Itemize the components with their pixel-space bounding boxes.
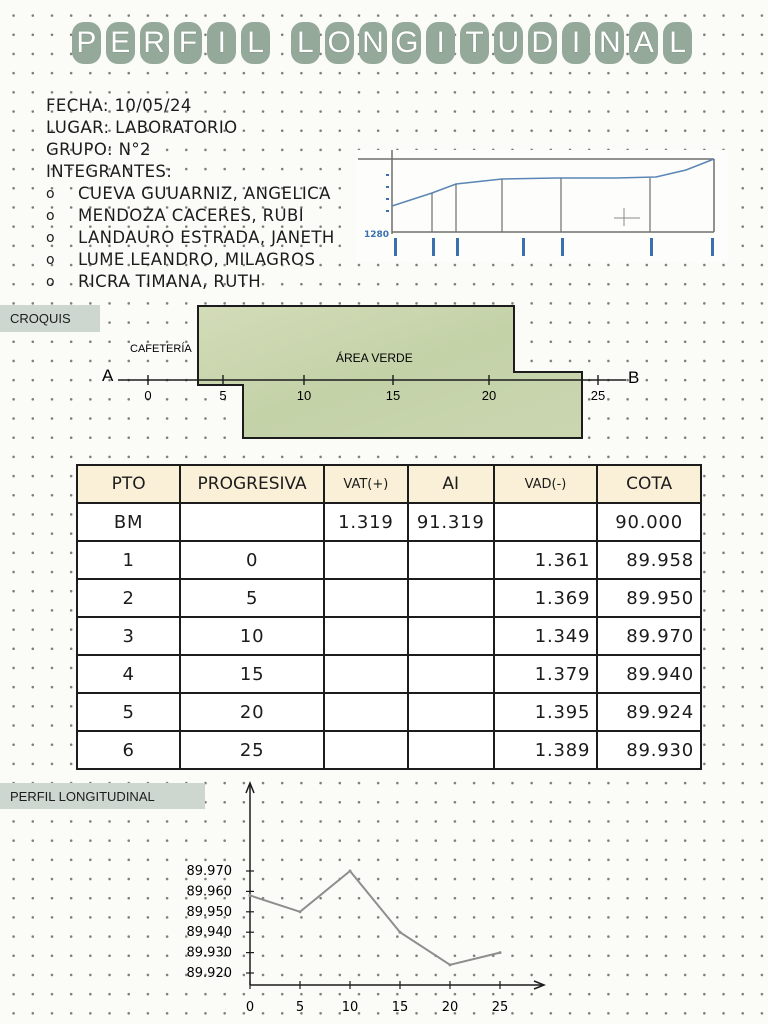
- data-point: [499, 951, 502, 954]
- list-item: [46, 205, 366, 227]
- title-letter: N: [595, 22, 624, 64]
- cell-pto: 4: [77, 655, 180, 693]
- x-tick-label: 5: [295, 1000, 305, 1015]
- date-line: FECHA: 10/05/24: [46, 96, 192, 115]
- bullet-icon: o: [46, 208, 55, 224]
- x-tick-label: 10: [341, 1000, 359, 1015]
- profile-thumbnail-image: [356, 150, 728, 262]
- cell-vat: 1.319: [324, 503, 408, 541]
- cell-vat: [324, 579, 408, 617]
- data-point: [299, 910, 302, 913]
- title-letter: I: [562, 22, 591, 64]
- title-letter: R: [140, 22, 169, 64]
- title-letter: I: [207, 22, 236, 64]
- cell-progresiva: 10: [180, 617, 324, 655]
- croquis-label: CROQUIS: [0, 305, 100, 332]
- header-cota: COTA: [597, 465, 701, 503]
- member-name: LANDAURO ESTRADA, JANETH: [78, 228, 335, 247]
- table-header-row: [77, 465, 701, 503]
- leveling-table: [76, 464, 702, 770]
- title-letter: U: [494, 22, 523, 64]
- x-tick-label: 0: [245, 1000, 255, 1015]
- data-point: [399, 931, 402, 934]
- member-name: RICRA TIMANA, RUTH: [78, 272, 261, 291]
- perfil-label: PERFIL LONGITUDINAL: [0, 783, 205, 809]
- cell-ai: [408, 693, 494, 731]
- green-area-shape: [198, 306, 582, 438]
- title-letter: L: [241, 22, 270, 64]
- members-heading: INTEGRANTES:: [46, 162, 173, 181]
- cell-ai: [408, 541, 494, 579]
- cell-vat: [324, 731, 408, 769]
- cell-ai: [408, 655, 494, 693]
- x-tick-label: 15: [391, 1000, 409, 1015]
- title-letter: F: [174, 22, 203, 64]
- y-tick-label: 89.930: [186, 945, 232, 961]
- cell-pto: 6: [77, 731, 180, 769]
- tick-label: 10: [296, 388, 312, 403]
- area-verde-label: ÁREA VERDE: [336, 351, 413, 365]
- cell-vad: 1.369: [494, 579, 598, 617]
- list-item: [46, 227, 366, 249]
- cell-cota: 89.940: [597, 655, 701, 693]
- table-row: [77, 617, 701, 655]
- y-tick-label: 89.940: [186, 925, 232, 941]
- cell-ai: [408, 731, 494, 769]
- cell-cota: 90.000: [597, 503, 701, 541]
- cell-vad: 1.395: [494, 693, 598, 731]
- title-letter: E: [106, 22, 135, 64]
- table-row: [77, 503, 701, 541]
- header-ai: AI: [408, 465, 494, 503]
- cell-vad: 1.361: [494, 541, 598, 579]
- data-point: [449, 963, 452, 966]
- title-letter: L: [291, 22, 320, 64]
- x-tick-label: 25: [491, 1000, 509, 1015]
- title-letter: D: [528, 22, 557, 64]
- x-tick-label: 20: [441, 1000, 459, 1015]
- tick-label: 20: [481, 388, 497, 403]
- cell-pto: 5: [77, 693, 180, 731]
- point-b-label: B: [628, 368, 640, 387]
- profile-series-line: [250, 871, 500, 965]
- tick-label: 0: [144, 388, 152, 403]
- table-row: [77, 731, 701, 769]
- title-letter: T: [460, 22, 489, 64]
- title-letter: O: [325, 22, 354, 64]
- cell-vat: [324, 617, 408, 655]
- title-letter: G: [392, 22, 421, 64]
- cell-progresiva: 0: [180, 541, 324, 579]
- cell-progresiva: 15: [180, 655, 324, 693]
- member-name: MENDOZA CACERES, RUBI: [78, 206, 304, 225]
- cafeteria-label: CAFETERÍA: [130, 343, 192, 355]
- list-item: [46, 271, 366, 293]
- cell-cota: 89.950: [597, 579, 701, 617]
- title-letter: I: [426, 22, 455, 64]
- tick-label: 5: [219, 388, 227, 403]
- y-tick-label: 89.920: [186, 966, 232, 981]
- cell-pto: 1: [77, 541, 180, 579]
- list-item: [46, 183, 366, 205]
- cell-vat: [324, 693, 408, 731]
- cell-progresiva: [180, 503, 324, 541]
- cell-progresiva: 20: [180, 693, 324, 731]
- bullet-icon: o: [46, 274, 55, 290]
- cell-progresiva: 25: [180, 731, 324, 769]
- header-progresiva: PROGRESIVA: [180, 465, 324, 503]
- croquis-sketch: [96, 300, 656, 450]
- bullet-icon: o: [46, 186, 55, 202]
- cell-ai: 91.319: [408, 503, 494, 541]
- thumbnail-axis-label: 1280: [364, 230, 390, 240]
- header-pto: PTO: [77, 465, 180, 503]
- cell-vad: [494, 503, 598, 541]
- data-point: [249, 894, 252, 897]
- members-list: [46, 183, 366, 293]
- point-a-label: A: [102, 366, 114, 385]
- header-vad: VAD(-): [494, 465, 598, 503]
- cell-cota: 89.958: [597, 541, 701, 579]
- title-letter: P: [72, 22, 101, 64]
- bullet-icon: o: [46, 230, 55, 246]
- cell-pto: 3: [77, 617, 180, 655]
- cell-vad: 1.379: [494, 655, 598, 693]
- profile-chart: [170, 775, 550, 1020]
- cell-vat: [324, 655, 408, 693]
- cell-cota: 89.924: [597, 693, 701, 731]
- cell-cota: 89.970: [597, 617, 701, 655]
- y-tick-label: 89.970: [186, 864, 232, 879]
- info-block: [46, 95, 366, 293]
- data-point: [349, 870, 352, 873]
- y-tick-label: 89.950: [186, 904, 232, 920]
- table-row: [77, 693, 701, 731]
- tick-label: 25: [590, 388, 606, 403]
- member-name: LUME LEANDRO, MILAGROS: [78, 250, 316, 269]
- cell-vad: 1.349: [494, 617, 598, 655]
- list-item: [46, 249, 366, 271]
- table-row: [77, 655, 701, 693]
- table-row: [77, 579, 701, 617]
- tick-label: 15: [385, 388, 401, 403]
- cell-vat: [324, 541, 408, 579]
- table-row: [77, 541, 701, 579]
- cell-cota: 89.930: [597, 731, 701, 769]
- page-title: [72, 20, 692, 66]
- group-line: GRUPO: N°2: [46, 140, 151, 159]
- cell-pto: BM: [77, 503, 180, 541]
- title-letter: A: [629, 22, 658, 64]
- title-letter: L: [663, 22, 692, 64]
- bullet-icon: o: [46, 252, 55, 268]
- y-tick-label: 89.960: [186, 884, 232, 900]
- header-vat: VAT(+): [324, 465, 408, 503]
- location-line: LUGAR: LABORATORIO: [46, 118, 238, 137]
- member-name: CUEVA GUUARNIZ, ANGELICA: [78, 184, 331, 203]
- cell-ai: [408, 617, 494, 655]
- cell-vad: 1.389: [494, 731, 598, 769]
- cell-ai: [408, 579, 494, 617]
- cell-pto: 2: [77, 579, 180, 617]
- cell-progresiva: 5: [180, 579, 324, 617]
- title-letter: N: [359, 22, 388, 64]
